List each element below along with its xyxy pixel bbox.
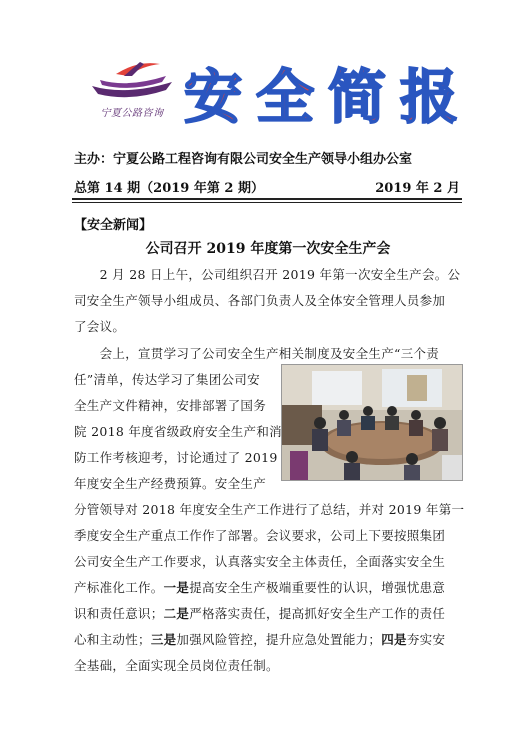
paragraph-line: 了会议。 [74, 319, 126, 334]
task-1-label: 一是 [163, 580, 190, 595]
paragraph-text: 产标准化工作。 [74, 580, 164, 595]
task-1-text: 提高安全生产极端重要性的认识，增强忧患意 [189, 580, 446, 595]
issue-date: 2019 年 2 月 [375, 181, 460, 196]
paragraph-line: 2 月 28 日上午，公司组织召开 2019 年第一次安全生产会。公 [74, 267, 461, 282]
task-3-label: 三是 [150, 632, 177, 647]
newsletter-title: 安全简报 [184, 63, 473, 131]
host-organization: 主办：宁夏公路工程咨询有限公司安全生产领导小组办公室 [74, 152, 413, 167]
paragraph-line: 会上，宣贯学习了公司安全生产相关制度及安全生产“三个责 [74, 346, 440, 361]
paragraph-line: 分管领导对 2018 年度安全生产工作进行了总结，并对 2019 年第一 [74, 502, 465, 517]
issue-number: 总第 14 期（2019 年第 2 期） [74, 181, 264, 196]
task-4-text: 夯实安 [406, 632, 446, 647]
header-divider-thin [72, 202, 462, 203]
paragraph-line: 防工作考核迎考，讨论通过了 2019 [74, 450, 278, 465]
logo-caption: 宁夏公路咨询 [100, 108, 164, 119]
task-1-text: 识和责任意识； [74, 606, 164, 621]
paragraph-line [74, 601, 445, 627]
task-2-label: 二是 [163, 606, 190, 621]
paragraph-line [74, 627, 445, 653]
meeting-photo-image [282, 365, 462, 480]
article-title: 公司召开 2019 年度第一次安全生产会 [145, 241, 391, 257]
header-divider-thick [72, 198, 462, 200]
paragraph-line: 院 2018 年度省级政府安全生产和消 [74, 424, 282, 439]
task-3-text: 加强风险管控，提升应急处置能力； [176, 632, 382, 647]
paragraph-line: 季度安全生产重点工作作了部署。会议要求，公司上下要按照集团 [74, 528, 446, 543]
paragraph-line: 全基础，全面实现全员岗位责任制。 [74, 658, 279, 673]
paragraph-line [74, 575, 445, 601]
paragraph-line: 全生产文件精神，安排部署了国务 [74, 398, 267, 413]
paragraph-line: 任”清单，传达学习了集团公司安 [74, 372, 260, 387]
task-2-text: 严格落实责任，提高抓好安全生产工作的责任 [189, 606, 446, 621]
paragraph-line: 年度安全生产经费预算。安全生产 [74, 476, 267, 491]
task-4-label: 四是 [381, 632, 407, 647]
task-2-text: 心和主动性； [74, 632, 151, 647]
company-logo [86, 56, 178, 122]
paragraph-line: 司安全生产领导小组成员、各部门负责人及全体安全管理人员参加 [74, 293, 446, 308]
section-label: 【安全新闻】 [74, 218, 153, 233]
issue-info [74, 177, 460, 195]
boat-logo-icon [86, 56, 178, 104]
meeting-photo [281, 364, 463, 481]
paragraph-line: 公司安全生产工作要求，认真落实安全主体责任，全面落实安全生 [74, 554, 446, 569]
